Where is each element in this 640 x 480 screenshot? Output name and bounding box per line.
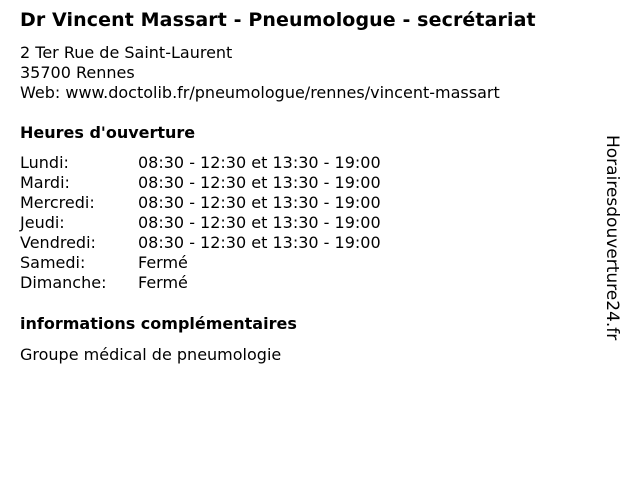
time-value: 08:30 - 12:30 et 13:30 - 19:00 [138,193,381,212]
day-label: Dimanche: [20,273,107,292]
hours-row-sunday [20,273,381,293]
time-value: 08:30 - 12:30 et 13:30 - 19:00 [138,153,381,172]
address-block [20,43,500,103]
site-watermark: Horairesdouverture24.fr [602,135,622,341]
page-title: Dr Vincent Massart - Pneumologue - secrétariat [20,9,536,31]
time-value: Fermé [138,273,188,292]
address-city: 35700 Rennes [20,63,135,82]
time-value: 08:30 - 12:30 et 13:30 - 19:00 [138,173,381,192]
address-street: 2 Ter Rue de Saint-Laurent [20,43,233,62]
hours-table [20,153,381,293]
time-value: 08:30 - 12:30 et 13:30 - 19:00 [138,233,381,252]
day-label: Vendredi: [20,233,96,252]
day-label: Mardi: [20,173,70,192]
hours-row-thursday [20,213,381,233]
hours-row-saturday [20,253,381,273]
address-web: Web: www.doctolib.fr/pneumologue/rennes/vincent-massart [20,83,500,102]
day-label: Mercredi: [20,193,95,212]
hours-row-friday [20,233,381,253]
hours-row-wednesday [20,193,381,213]
info-heading: informations complémentaires [20,314,297,333]
time-value: 08:30 - 12:30 et 13:30 - 19:00 [138,213,381,232]
day-label: Lundi: [20,153,69,172]
hours-heading: Heures d'ouverture [20,123,196,142]
info-text: Groupe médical de pneumologie [20,345,282,364]
day-label: Jeudi: [20,213,65,232]
day-label: Samedi: [20,253,86,272]
hours-row-tuesday [20,173,381,193]
time-value: Fermé [138,253,188,272]
hours-row-monday [20,153,381,173]
